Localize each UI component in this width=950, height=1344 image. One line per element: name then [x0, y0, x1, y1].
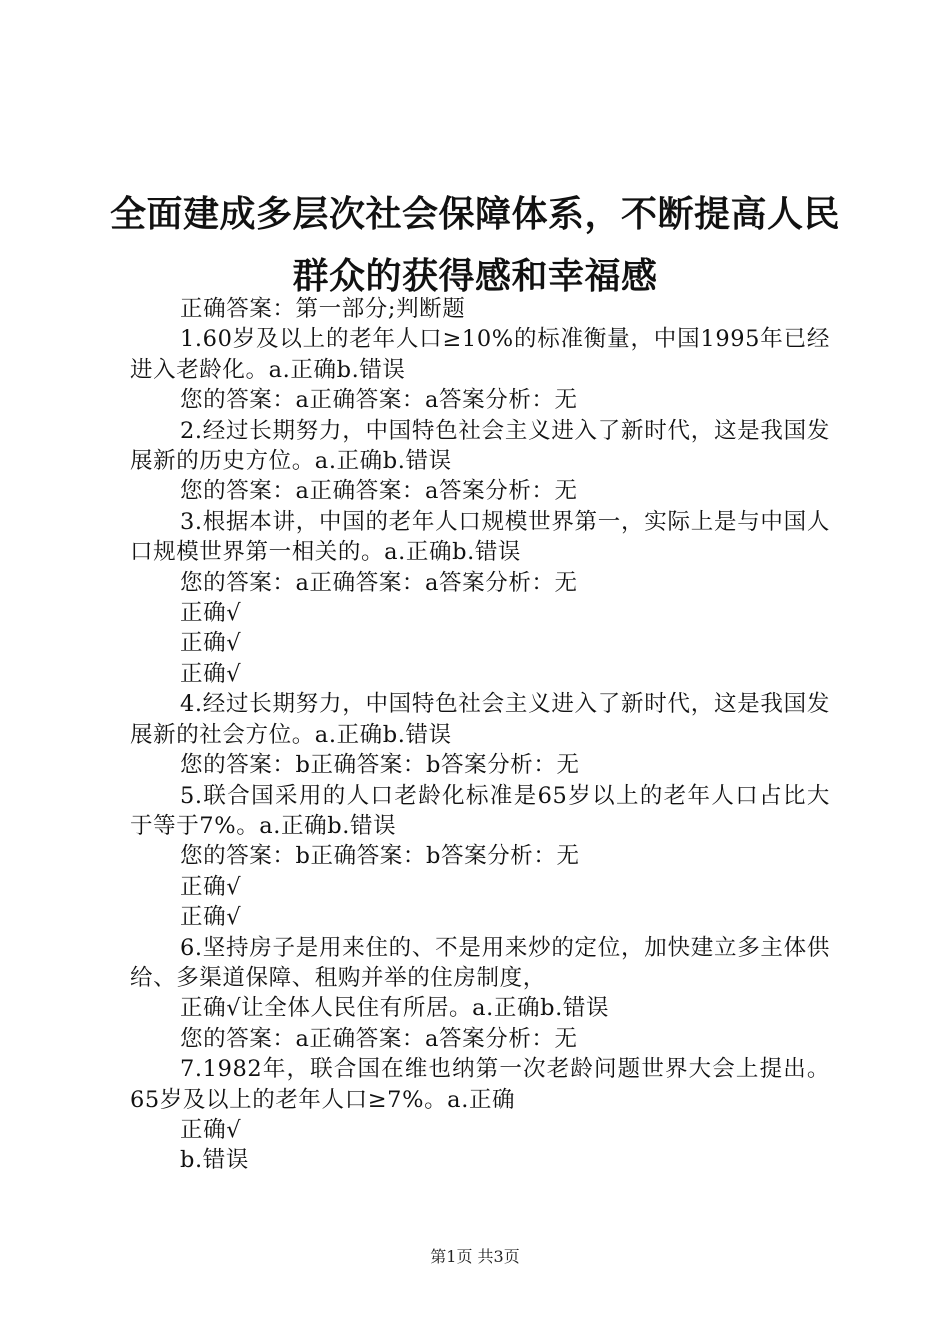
document-body — [130, 294, 830, 1176]
paragraph-correct-mark: 正确√ — [180, 1116, 242, 1143]
paragraph-answer-4: 您的答案：b正确答案：b答案分析：无 — [180, 752, 580, 779]
paragraph-question-5: 5.联合国采用的人口老龄化标准是65岁以上的老年人口占比大于等于7%。a.正确b.错误 — [130, 782, 830, 839]
paragraph-section-header: 正确答案：第一部分;判断题 — [180, 296, 466, 322]
paragraph-answer-5: 您的答案：b正确答案：b答案分析：无 — [180, 843, 580, 870]
paragraph-question-3: 3.根据本讲，中国的老年人口规模世界第一，实际上是与中国人口规模世界第一相关的。a.正确b.错误 — [130, 508, 830, 566]
document-title-line-1: 全面建成多层次社会保障体系，不断提高人民 — [109, 194, 840, 235]
paragraph-question-2: 2.经过长期努力，中国特色社会主义进入了新时代，这是我国发展新的历史方位。a.正确b.错误 — [130, 417, 830, 475]
paragraph-answer-1: 您的答案：a正确答案：a答案分析：无 — [180, 387, 578, 414]
paragraph-answer-2: 您的答案：a正确答案：a答案分析：无 — [180, 478, 578, 505]
paragraph-correct-mark: 正确√ — [180, 630, 242, 657]
document-title-line-2: 群众的获得感和幸福感 — [292, 256, 658, 297]
paragraph-correct-mark: 正确√ — [180, 873, 242, 900]
paragraph-question-4: 4.经过长期努力，中国特色社会主义进入了新时代，这是我国发展新的社会方位。a.正确b.错误 — [130, 691, 830, 748]
paragraph-question-7: 7.1982年，联合国在维也纳第一次老龄问题世界大会上提出。65岁及以上的老年人口≥7%。a.正确 — [130, 1056, 830, 1113]
paragraph-correct-mark: 正确√ — [180, 904, 242, 931]
paragraph-question-1: 1.60岁及以上的老年人口≥10%的标准衡量，中国1995年已经进入老龄化。a.正确b.错误 — [130, 326, 830, 383]
paragraph-answer-3: 您的答案：a正确答案：a答案分析：无 — [180, 569, 578, 596]
paragraph-question-6: 6.坚持房子是用来住的、不是用来炒的定位，加快建立多主体供给、多渠道保障、租购并举的住房制度， — [130, 934, 830, 991]
paragraph-correct-mark: 正确√ — [180, 600, 242, 627]
paragraph-option-b: b.错误 — [180, 1147, 249, 1174]
paragraph-question-6-continued: 正确√让全体人民住有所居。a.正确b.错误 — [180, 995, 610, 1022]
paragraph-correct-mark: 正确√ — [180, 660, 242, 687]
paragraph-answer-6: 您的答案：a正确答案：a答案分析：无 — [180, 1025, 578, 1052]
page-footer: 第1页 共3页 — [430, 1247, 520, 1266]
